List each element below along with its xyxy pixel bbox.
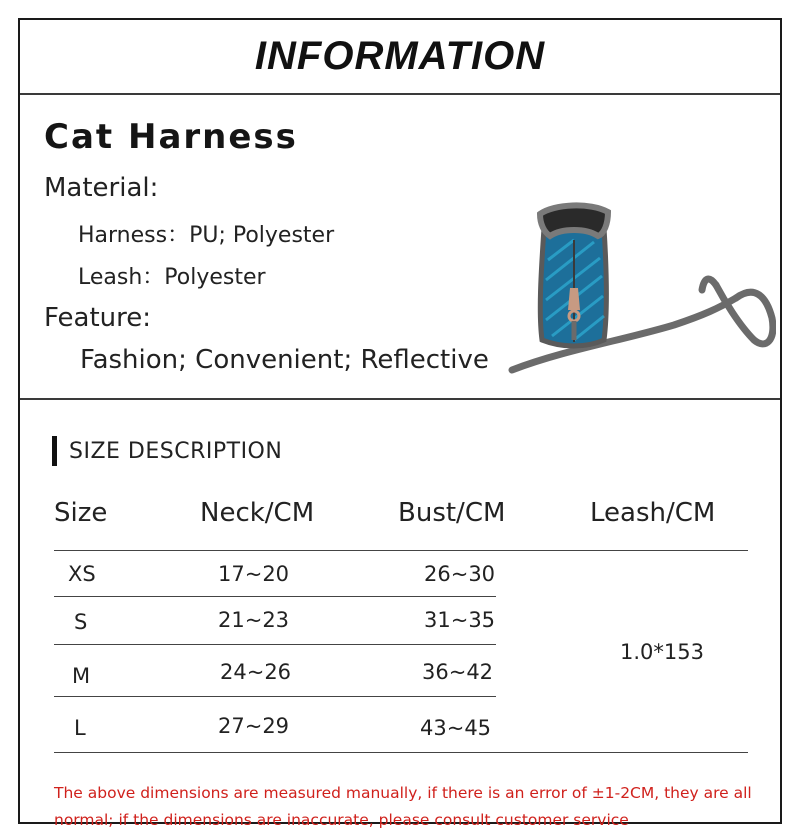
table-cell-neck: 17~20 <box>218 562 290 586</box>
cat-harness-image <box>504 200 776 382</box>
table-cell-bust: 36~42 <box>422 660 494 684</box>
size-heading-text: SIZE DESCRIPTION <box>69 438 283 464</box>
table-row-divider <box>54 596 496 597</box>
size-table <box>54 498 748 758</box>
table-cell-size: L <box>74 716 86 740</box>
table-cell-size: XS <box>68 562 96 586</box>
table-row-divider <box>54 644 496 645</box>
column-header-neck: Neck/CM <box>200 498 315 528</box>
heading-marker <box>52 436 57 466</box>
feature-label: Feature: <box>44 303 152 333</box>
table-cell-bust: 26~30 <box>424 562 496 586</box>
feature-list: Fashion; Convenient; Reflective <box>80 345 489 375</box>
table-cell-bust: 31~35 <box>424 608 496 632</box>
table-cell-neck: 24~26 <box>220 660 292 684</box>
leash-clasp <box>568 288 580 310</box>
table-cell-leash: 1.0*153 <box>620 640 704 664</box>
column-header-leash: Leash/CM <box>590 498 716 528</box>
table-bottom-divider <box>54 752 748 753</box>
table-cell-size: S <box>74 610 88 634</box>
table-cell-size: M <box>72 664 91 688</box>
table-header-divider <box>54 550 748 551</box>
table-cell-neck: 27~29 <box>218 714 290 738</box>
leash-material: Leash：Polyester <box>78 265 266 290</box>
product-name: Cat Harness <box>44 117 298 157</box>
table-cell-bust: 43~45 <box>420 716 492 740</box>
leash-loop <box>716 285 773 344</box>
product-info-section <box>20 95 780 400</box>
harness-material: Harness：PU; Polyester <box>78 223 335 248</box>
column-header-bust: Bust/CM <box>398 498 506 528</box>
info-frame <box>18 18 782 829</box>
header <box>20 20 780 95</box>
header-title: INFORMATION <box>254 34 546 78</box>
measurement-note: The above dimensions are measured manually, if there is an error of ±1-2CM, they are all normal; if the dimensions are inaccurate, please consult customer service <box>54 784 752 829</box>
column-header-size: Size <box>54 498 108 528</box>
size-section <box>20 398 780 829</box>
material-label: Material: <box>44 173 159 203</box>
table-row-divider <box>54 696 496 697</box>
vest-collar <box>540 205 608 236</box>
size-heading <box>52 436 282 466</box>
table-cell-neck: 21~23 <box>218 608 290 632</box>
